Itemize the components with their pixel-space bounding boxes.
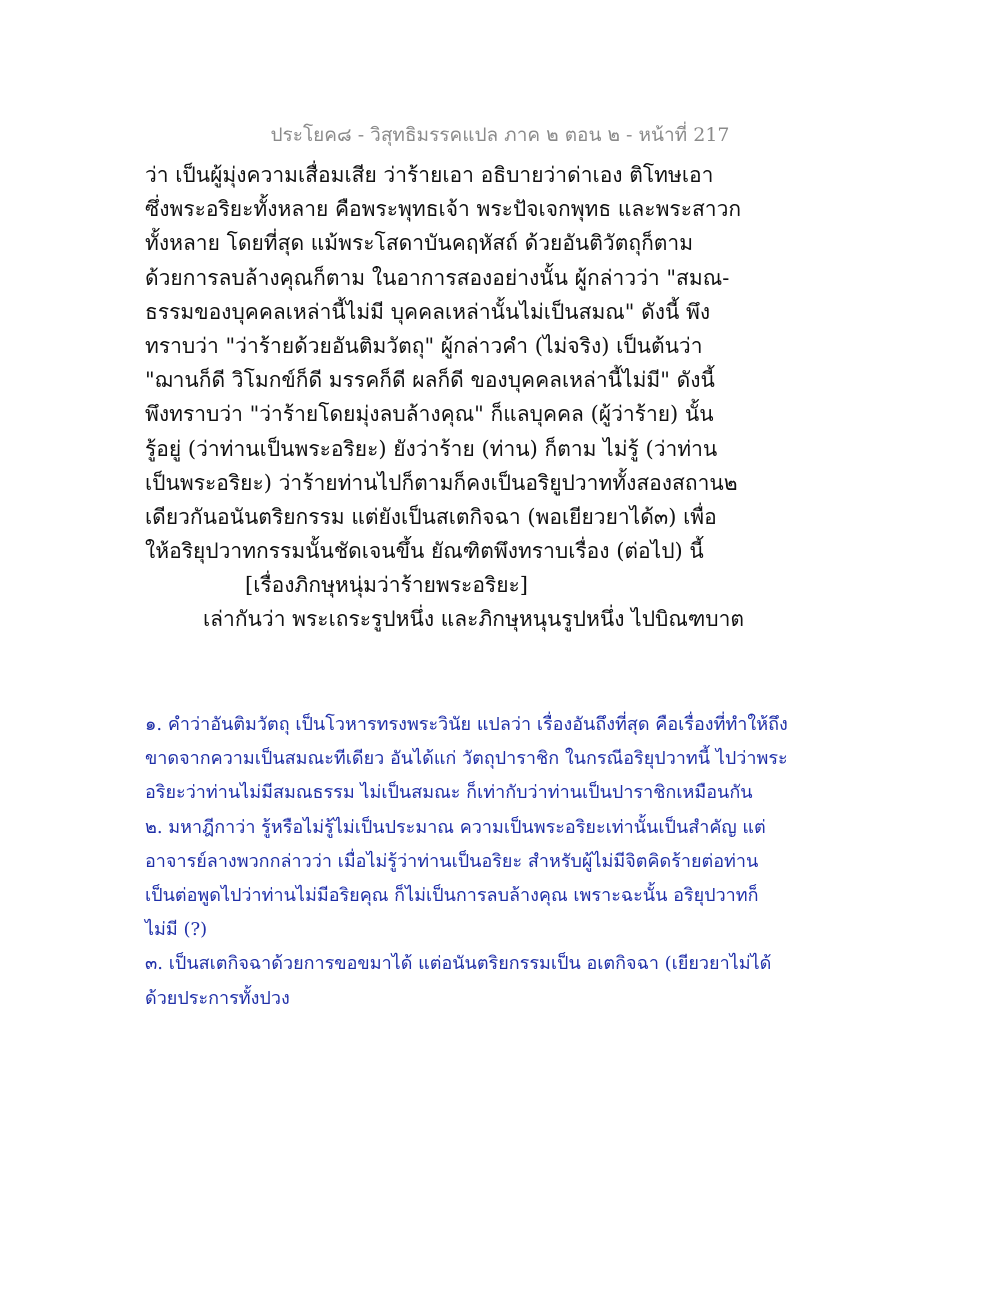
body-line: ด้วยการลบล้างคุณก็ตาม ในอาการสองอย่างนั้น ผู้กล่าวว่า "สมณ- bbox=[145, 265, 730, 290]
body-line: "ฌานก็ดี วิโมกข์ก็ดี มรรคก็ดี ผลก็ดี ของบุคคลเหล่านี้ไม่มี" ดังนี้ bbox=[145, 368, 715, 393]
footnote-line: ไม่มี (?) bbox=[145, 919, 208, 941]
body-line: เป็นพระอริยะ) ว่าร้ายท่านไปก็ตามก็คงเป็นอริยูปวาททั้งสองสถาน๒ bbox=[145, 470, 738, 495]
body-line: ให้อริยุปวาทกรรมนั้นชัดเจนขึ้น ยัณฑิตพึงทราบเรื่อง (ต่อไป) นี้ bbox=[145, 539, 704, 564]
page-header: ประโยค๘ - วิสุทธิมรรคแปล ภาค ๒ ตอน ๒ - หน้าที่ 217 bbox=[270, 124, 730, 146]
body-line: เดียวกันอนันตริยกรรม แต่ยังเป็นสเตกิจฉา (พอเยียวยาได้๓) เพื่อ bbox=[145, 504, 717, 529]
footnote-line: เป็นต่อพูดไปว่าท่านไม่มีอริยคุณ ก็ไม่เป็นการลบล้างคุณ เพราะฉะนั้น อริยุปวาทก็ bbox=[145, 884, 759, 906]
body-line: รู้อยู่ (ว่าท่านเป็นพระอริยะ) ยังว่าร้าย (ท่าน) ก็ตาม ไม่รู้ (ว่าท่าน bbox=[145, 436, 718, 461]
section-heading: [เรื่องภิกษุหนุ่มว่าร้ายพระอริยะ] bbox=[245, 573, 528, 598]
footnote-line: อริยะว่าท่านไม่มีสมณธรรม ไม่เป็นสมณะ ก็เท่ากับว่าท่านเป็นปาราชิกเหมือนกัน bbox=[145, 782, 753, 804]
footnote-line: ขาดจากความเป็นสมณะทีเดียว อันได้แก่ วัตถุปาราชิก ในกรณีอริยุปวาทนี้ ไปว่าพระ bbox=[145, 748, 788, 770]
body-line: ซึ่งพระอริยะทั้งหลาย คือพระพุทธเจ้า พระปัจเจกพุทธ และพระสาวก bbox=[145, 197, 742, 222]
footnote-line: ด้วยประการทั้งปวง bbox=[145, 987, 290, 1009]
body-line: พึงทราบว่า "ว่าร้ายโดยมุ่งลบล้างคุณ" ก็แลบุคคล (ผู้ว่าร้าย) นั้น bbox=[145, 402, 714, 427]
body-text bbox=[145, 158, 865, 637]
footnote-line: อาจารย์ลางพวกกล่าวว่า เมื่อไม่รู้ว่าท่านเป็นอริยะ สำหรับผู้ไม่มีจิตคิดร้ายต่อท่าน bbox=[145, 850, 759, 872]
footnote-line: ๒. มหาฎีกาว่า รู้หรือไม่รู้ไม่เป็นประมาณ ความเป็นพระอริยะเท่านั้นเป็นสำคัญ แต่ bbox=[145, 816, 766, 838]
footnote-line: ๑. คำว่าอันติมวัตถุ เป็นโวหารทรงพระวินัย แปลว่า เรื่องอันถึงที่สุด คือเรื่องที่ทำให้ถึง bbox=[145, 714, 788, 735]
body-line: ว่า เป็นผู้มุ่งความเสื่อมเสีย ว่าร้ายเอา อธิบายว่าด่าเอง ติโทษเอา bbox=[145, 163, 714, 187]
footnote-line: ๓. เป็นสเตกิจฉาด้วยการขอขมาได้ แต่อนันตริยกรรมเป็น อเตกิจฉา (เยียวยาไม่ได้ bbox=[145, 953, 772, 975]
footnotes bbox=[145, 708, 865, 1016]
paragraph-start: เล่ากันว่า พระเถระรูปหนึ่ง และภิกษุหนุนรูปหนึ่ง ไปบิณฑบาต bbox=[203, 607, 745, 632]
body-line: ธรรมของบุคคลเหล่านี้ไม่มี บุคคลเหล่านั้นไม่เป็นสมณ" ดังนี้ พึง bbox=[145, 299, 711, 324]
body-line: ทราบว่า "ว่าร้ายด้วยอันติมวัตถุ" ผู้กล่าวคำ (ไม่จริง) เป็นต้นว่า bbox=[145, 333, 703, 358]
body-line: ทั้งหลาย โดยที่สุด แม้พระโสดาบันคฤหัสถ์ ด้วยอันติวัตถุก็ตาม bbox=[145, 231, 694, 256]
